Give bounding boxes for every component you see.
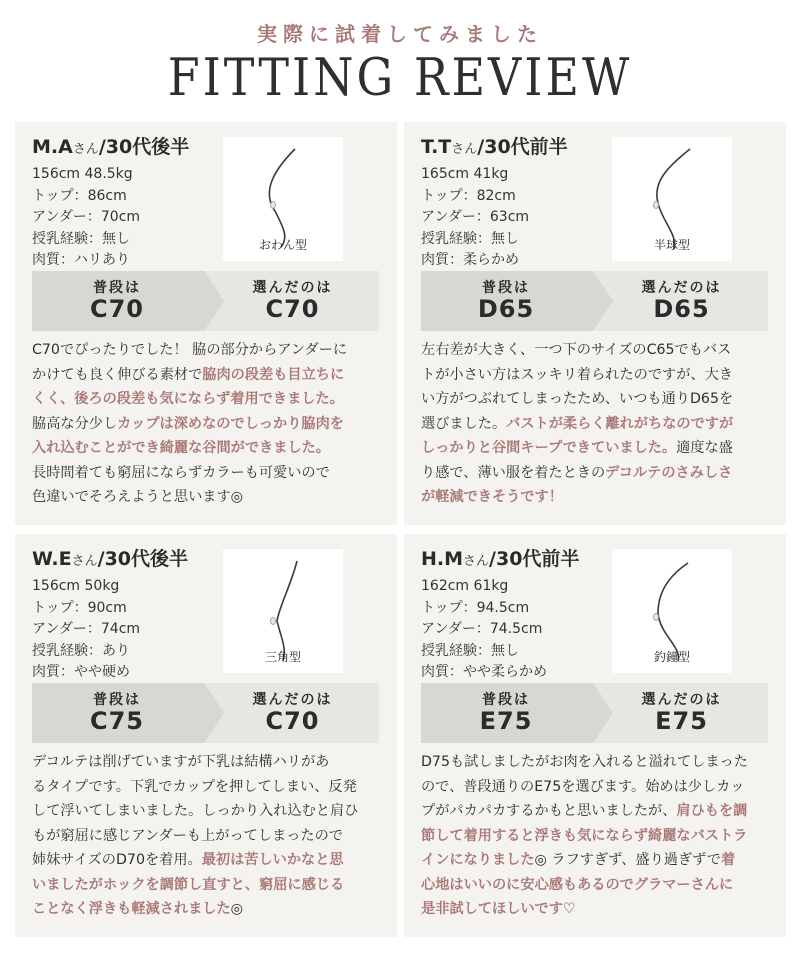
- comment-line: [32, 750, 382, 775]
- stat-item: 肉質：やや柔らかめ: [421, 664, 547, 680]
- breast-shape-figure: [612, 137, 732, 261]
- comment-text: 長時間着ても窮屈にならずカラーも可愛いので: [32, 464, 330, 481]
- comment-line: [32, 897, 382, 922]
- review-card: [404, 534, 786, 937]
- comment-line: [32, 436, 382, 461]
- stat-item: 授乳経験：無し: [421, 230, 519, 247]
- comment-text: して浮いてしまいました。しっかり入れ込むと肩ひ: [32, 803, 359, 819]
- stat-item: 肉質：やや硬め: [32, 664, 130, 680]
- usual-size-value: E75: [479, 707, 533, 735]
- reviewer-initials: M.A: [32, 136, 73, 158]
- comment-text: C70でぴったりでした！ 脇の部分からアンダーに: [32, 342, 348, 358]
- comment-line: [32, 338, 382, 363]
- comment-line: [421, 412, 771, 437]
- reviewer-honorific: さん: [463, 554, 490, 569]
- comment-highlight: 入れ込むことができ綺麗な谷間ができました。: [32, 440, 330, 456]
- chosen-size: [595, 271, 768, 331]
- chosen-size-value: C70: [265, 295, 320, 323]
- breast-shape-figure: [223, 549, 343, 673]
- review-card: [404, 122, 786, 525]
- comment-line: [421, 873, 771, 898]
- size-comparison: [421, 271, 768, 331]
- shape-nipple-mark: [654, 614, 659, 621]
- stat-item: アンダー：74cm: [32, 621, 141, 637]
- comment-text: ◎ ラフすぎず、盛り過ぎずで: [534, 852, 721, 868]
- reviewer-age: /30代前半: [477, 136, 568, 158]
- stat-item: 授乳経験：あり: [32, 642, 130, 659]
- chosen-size-value: D65: [653, 295, 710, 323]
- comment-text: プがパカパカするかもと思いましたが、: [421, 803, 677, 819]
- review-comment: [32, 750, 382, 922]
- chosen-size: [206, 683, 379, 743]
- comment-text: 左右差が大きく、一つ下のサイズのC65でもバス: [421, 342, 732, 358]
- shape-nipple-mark: [654, 202, 659, 209]
- usual-size: [421, 683, 591, 743]
- stat-item: 162cm 61kg: [421, 578, 509, 594]
- comment-highlight: くく、後ろの段差も気にならず着用できました。: [32, 391, 344, 407]
- comment-line: [421, 387, 771, 412]
- comment-text: ♡: [562, 901, 576, 917]
- chosen-size-caption: 選んだのは: [252, 692, 333, 708]
- chosen-size: [595, 683, 768, 743]
- stat-item: アンダー：70cm: [32, 209, 141, 225]
- comment-highlight: しっかりと谷間キープできていました。: [421, 440, 677, 456]
- comment-text: トが小さい方はスッキリ着られたのですが、大き: [421, 366, 733, 383]
- usual-size-caption: 普段は: [93, 692, 141, 708]
- comment-text: デコルテは削げていますが下乳は結構ハリがあ: [32, 754, 330, 770]
- comment-highlight: バストが柔らく離れがちなのですが: [506, 415, 734, 432]
- comment-line: [421, 799, 771, 824]
- stat-item: 授乳経験：無し: [32, 230, 130, 247]
- reviewer-stats: [421, 164, 529, 272]
- comment-highlight: 肩ひもを調: [676, 803, 748, 819]
- comment-text: 色違いでそろえようと思います◎: [32, 489, 244, 505]
- chosen-size-caption: 選んだのは: [641, 280, 722, 296]
- comment-line: [421, 775, 771, 800]
- size-comparison: [32, 683, 379, 743]
- page-subtitle: 実際に試着してみました: [257, 22, 543, 46]
- comment-text: るタイプです。下乳でカップを押してしまい、反発: [32, 778, 357, 795]
- shape-outline: [269, 149, 295, 247]
- shape-label: 三角型: [264, 650, 301, 664]
- comment-line: [421, 750, 771, 775]
- comment-line: [421, 461, 771, 486]
- usual-size-caption: 普段は: [482, 692, 530, 708]
- chosen-size-value: C70: [265, 707, 320, 735]
- comment-text: 選びました。: [421, 415, 507, 432]
- review-comment: [421, 338, 771, 510]
- breast-shape-figure: [612, 549, 732, 673]
- usual-size-caption: 普段は: [482, 280, 530, 296]
- reviewer-stats: [421, 576, 547, 684]
- comment-highlight: 是非試してほしいです: [421, 901, 563, 917]
- usual-size-value: C75: [89, 707, 144, 735]
- comment-line: [32, 412, 382, 437]
- stat-item: トップ：90cm: [32, 599, 127, 616]
- comment-line: [421, 338, 771, 363]
- stat-item: アンダー：74.5cm: [421, 621, 543, 637]
- stat-item: 165cm 41kg: [421, 166, 509, 182]
- chosen-size-value: E75: [655, 707, 708, 735]
- comment-line: [421, 436, 771, 461]
- comment-line: [32, 363, 382, 388]
- stat-item: 授乳経験：無し: [421, 642, 519, 659]
- comment-highlight: いましたがホックを調節し直すと、窮屈に感じる: [32, 876, 345, 893]
- comment-line: [32, 799, 382, 824]
- usual-size: [32, 683, 202, 743]
- comment-line: [32, 873, 382, 898]
- chosen-size: [206, 271, 379, 331]
- size-comparison: [32, 271, 379, 331]
- reviewer-stats: [32, 576, 140, 684]
- shape-label: おわん型: [258, 238, 307, 252]
- comment-text: D75も試しましたがお肉を入れると溢れてしまった: [421, 754, 748, 770]
- comment-text: 姉妹サイズのD70を着用。: [32, 852, 202, 868]
- page-title: FITTING REVIEW: [167, 46, 633, 108]
- stat-item: 156cm 50kg: [32, 578, 120, 594]
- comment-highlight: 最初は苦しいかなと思: [201, 852, 344, 868]
- stat-item: 156cm 48.5kg: [32, 166, 133, 182]
- review-card: [15, 122, 397, 525]
- comment-line: [32, 461, 382, 486]
- comment-text: い方がつぶれてしまったため、いつも通りD65を: [421, 391, 734, 407]
- reviewer-name: [421, 132, 568, 159]
- comment-text: 脇高な分少し: [32, 415, 118, 432]
- size-comparison: [421, 683, 768, 743]
- comment-text: ので、普段通りのE75を選びます。始めは少しカッ: [421, 778, 745, 795]
- shape-outline: [658, 563, 688, 661]
- comment-highlight: 節して着用すると浮きも気にならず綺麗なバストラ: [421, 827, 748, 844]
- reviewer-initials: H.M: [421, 548, 464, 570]
- reviewer-age: /30代後半: [98, 136, 190, 158]
- shape-outline: [277, 561, 297, 661]
- comment-text: り感で、薄い服を着たときの: [421, 464, 606, 481]
- comment-highlight: ことなく浮きも軽減されました: [32, 901, 231, 917]
- comment-text: もが窮屈に感じアンダーも上がってしまったので: [32, 827, 343, 844]
- shape-nipple-mark: [271, 618, 276, 625]
- comment-highlight: が軽減できそうです！: [421, 489, 563, 505]
- comment-line: [32, 775, 382, 800]
- page-header: [0, 0, 800, 120]
- comment-text: ◎: [230, 901, 244, 917]
- stat-item: 肉質：柔らかめ: [421, 252, 519, 268]
- stat-item: トップ：82cm: [421, 187, 516, 204]
- comment-highlight: 心地はいいのに安心感もあるのでグラマーさんに: [421, 876, 734, 893]
- reviewer-honorific: さん: [451, 142, 478, 157]
- comment-line: [32, 824, 382, 849]
- comment-highlight: カップは深めなのでしっかり脇肉を: [117, 415, 344, 432]
- comment-line: [32, 485, 382, 510]
- reviewer-age: /30代前半: [489, 548, 580, 570]
- comment-highlight: 脇肉の段差も目立ちに: [202, 366, 345, 383]
- usual-size-caption: 普段は: [93, 280, 141, 296]
- reviewer-age: /30代後半: [97, 548, 189, 570]
- usual-size-value: D65: [477, 295, 535, 323]
- shape-outline: [657, 149, 690, 249]
- reviewer-initials: T.T: [421, 136, 452, 158]
- stat-item: 肉質：ハリあり: [32, 252, 130, 268]
- reviewer-name: [32, 544, 188, 571]
- reviewer-stats: [32, 164, 140, 272]
- reviewer-honorific: さん: [72, 142, 99, 157]
- comment-text: 適度な盛: [676, 440, 733, 456]
- comment-line: [32, 387, 382, 412]
- usual-size: [421, 271, 591, 331]
- review-comment: [32, 338, 382, 510]
- comment-line: [421, 363, 771, 388]
- comment-line: [421, 848, 771, 873]
- reviewer-name: [32, 132, 189, 159]
- reviewer-honorific: さん: [71, 554, 98, 569]
- usual-size: [32, 271, 202, 331]
- breast-shape-figure: [223, 137, 343, 261]
- comment-text: かけても良く伸びる素材で: [32, 366, 203, 383]
- chosen-size-caption: 選んだのは: [252, 280, 333, 296]
- comment-line: [421, 824, 771, 849]
- comment-line: [421, 897, 771, 922]
- review-comment: [421, 750, 771, 922]
- comment-line: [32, 848, 382, 873]
- shape-label: 半球型: [653, 238, 690, 252]
- stat-item: アンダー：63cm: [421, 209, 530, 225]
- shape-nipple-mark: [271, 202, 276, 209]
- comment-line: [421, 485, 771, 510]
- stat-item: トップ：94.5cm: [421, 599, 530, 616]
- stat-item: トップ：86cm: [32, 187, 127, 204]
- comment-highlight: インになりました: [421, 852, 535, 868]
- review-card: [15, 534, 397, 937]
- chosen-size-caption: 選んだのは: [641, 692, 722, 708]
- usual-size-value: C70: [89, 295, 144, 323]
- comment-highlight: デコルテのさみしさ: [605, 464, 733, 481]
- comment-highlight: 着: [720, 852, 736, 868]
- reviewer-name: [421, 544, 579, 571]
- shape-label: 釣鐘型: [653, 650, 690, 664]
- reviewer-initials: W.E: [32, 548, 72, 570]
